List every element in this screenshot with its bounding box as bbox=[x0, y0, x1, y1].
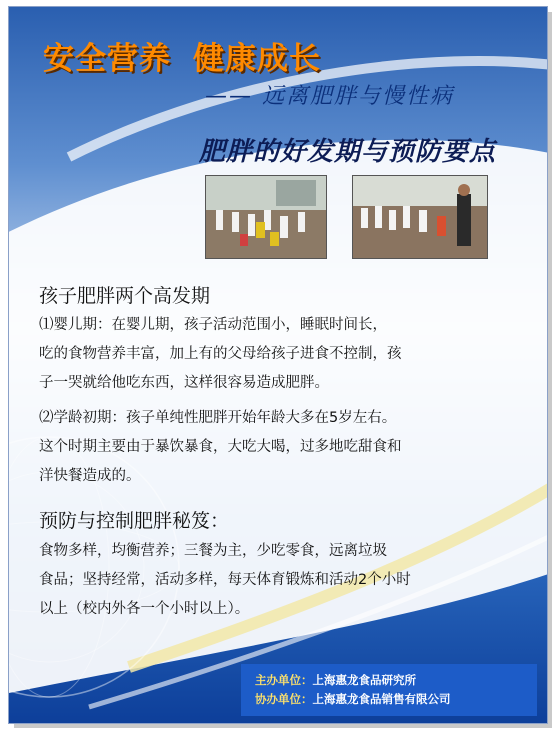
paragraph-line: 吃的食物营养丰富，加上有的父母给孩子进食不控制，孩 bbox=[39, 346, 402, 362]
co-host-name: 上海惠龙食品销售有限公司 bbox=[312, 692, 451, 706]
paragraph-line: ⑵学龄初期：孩子单纯性肥胖开始年龄大多在5岁左右。 bbox=[39, 410, 397, 426]
main-title bbox=[43, 33, 321, 78]
host-name: 上海惠龙食品研究所 bbox=[312, 673, 416, 687]
subtitle: —— 远离肥胖与慢性病 bbox=[205, 84, 454, 109]
title-right: 健康成长 bbox=[193, 41, 321, 77]
title-left: 安全营养 bbox=[43, 41, 171, 77]
headline: 肥胖的好发期与预防要点 bbox=[199, 137, 497, 167]
section2-paragraph bbox=[39, 537, 509, 624]
paragraph-line: 食物多样，均衡营养；三餐为主，少吃零食，远离垃圾 bbox=[39, 543, 387, 559]
paragraph-line: ⑴婴儿期：在婴儿期，孩子活动范围小，睡眠时间长， bbox=[39, 317, 387, 333]
host-row bbox=[255, 672, 416, 688]
co-host-label: 协办单位： bbox=[255, 692, 313, 706]
section1-paragraph2 bbox=[39, 404, 509, 491]
section2-heading: 预防与控制肥胖秘笈： bbox=[39, 510, 230, 532]
section1-heading: 孩子肥胖两个高发期 bbox=[39, 285, 211, 307]
paragraph-line: 洋快餐造成的。 bbox=[39, 468, 141, 484]
paragraph-line: 以上（校内外各一个小时以上）。 bbox=[39, 601, 250, 617]
poster bbox=[8, 6, 548, 724]
paragraph-line: 这个时期主要由于暴饮暴食，大吃大喝，过多地吃甜食和 bbox=[39, 439, 402, 455]
photo-school-playground bbox=[352, 175, 488, 259]
paragraph-line: 子一哭就给他吃东西，这样很容易造成肥胖。 bbox=[39, 375, 329, 391]
co-host-row bbox=[255, 691, 451, 707]
section1-paragraph1 bbox=[39, 311, 509, 398]
host-label: 主办单位： bbox=[255, 673, 313, 687]
photo-children-exercising bbox=[205, 175, 327, 259]
paragraph-line: 食品；坚持经常，活动多样，每天体育锻炼和活动2个小时 bbox=[39, 572, 411, 588]
sponsor-box bbox=[241, 664, 537, 716]
